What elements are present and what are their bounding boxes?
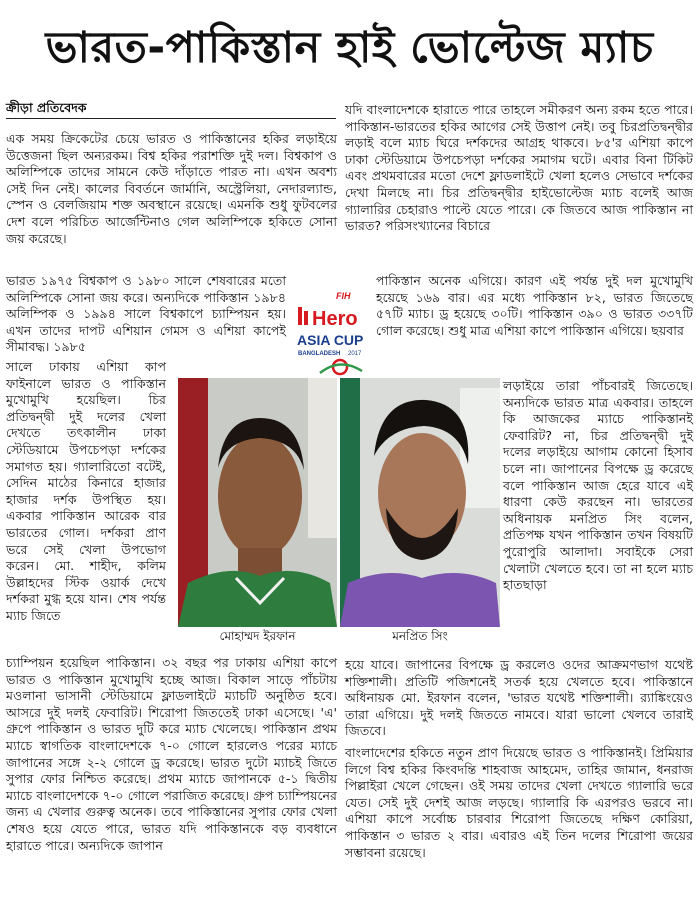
right-paragraph-3: বাংলাদেশের হকিতে নতুন প্রাণ দিয়েছে ভারত ও পাকিস্তানই। প্রিমিয়ার লিগে বিশ্ব হকির কিংবদন্তি শাহবাজ আহমেদ, তাহির জামান, ধনরাজ পিল্লাইরা খেলে গেছেন। ওই সময় তাদের খেলা দেখতে গ্যালারি ভরে যেত। সেই দুই দেশই আজ লড়ছে। গ্যালারি কি এরপরও ভরবে না। এশিয়া কাপে সর্বোচ্চ চারবার শিরোপা জিতেছে দক্ষিণ কোরিয়া, পাকিস্তান ৩ ভারত ২ বার। এবারও এই তিন দলের শিরোপা জয়ের সম্ভাবনা রয়েছে। [345, 745, 693, 860]
caption-left: মোহাম্মদ ইরফান [219, 629, 296, 643]
hero-bar-mark-2 [304, 311, 308, 325]
asia-cup-logo [296, 287, 368, 377]
logo-swoosh-icon [320, 364, 362, 373]
photo-mohammad-irfan [178, 378, 337, 627]
fih-mark: FIH [336, 291, 351, 301]
right-paragraph-2c: হয়ে যাবে। জাপানের বিপক্ষে ড্র করলেও ওদের আক্রমণভাগ যথেষ্ট শক্তিশালী। প্রতিটি পজিশনেই সতর্ক হয়ে খেলতে হবে। পাকিস্তানে অধিনায়ক মো. ইরফান বলেন, 'ভারত যথেষ্ট শক্তিশালী। র‌্যাঙ্কিংয়েও তারা এগিয়ে। দুই দলই জিততে নামবে। যারা ভালো খেলবে তারাই জিতবে। [345, 657, 693, 739]
logo-ring-icon [333, 360, 347, 374]
hero-bar-mark [298, 307, 302, 325]
asia-cup-logo-graphic [296, 287, 368, 377]
left-paragraph-2a: ভারত ১৯৭৫ বিশ্বকাপ ও ১৯৮০ সালে শেষবারের মতো অলিম্পিকে সোনা জয় করে। অন্যদিকে পাকিস্তান ১৯৮৪ অলিম্পিক ও ১৯৯৪ সালে বিশ্বকাপে চ্যাম্পিয়ন হয়। এখন তাদের দাপট এশিয়ান গেমস ও এশিয়া কাপেই সীমাবদ্ধ। ১৯৮৫ [6, 273, 286, 355]
byline-rule [6, 118, 336, 119]
left-paragraph-1: এক সময় ক্রিকেটের চেয়ে ভারত ও পাকিস্তানের হকির লড়াইয়ে উত্তেজনা ছিল অন্যরকম। বিশ্ব হকির পরাশক্তি দুই দল। বিশ্বকাপ ও অলিম্পিকে তাদের সামনে কেউ দাঁড়াতে পারত না। এখন অবশ্য সেই দিন নেই। কালের বিবর্তনে জার্মানি, অস্ট্রেলিয়া, নেদারল্যান্ড, স্পেন ও বেলজিয়াম শক্ত অবস্থানে রয়েছে। এমনকি শুধু ফুটবলের দেশ বলে পরিচিত আর্জেন্টিনাও গেল অলিম্পিকে হকিতে সোনা জয় করেছে। [6, 131, 337, 246]
right-paragraph-2b: লড়াইয়ে তারা পাঁচবারই জিতেছে। অন্যদিকে ভারত মাত্র একবার। তাহলে কি আজকের ম্যাচে পাকিস্তানই ফেবারিট? না, চির প্রতিদ্বন্দ্বী দুই দলের লড়াইয়ে আগাম কোনো হিসাব চলে না। জাপানের বিপক্ষে ড্র করেছে বলে পাকিস্তান আজ হেরে যাবে এই ধারণা কেউ করছেন না। ভারতের অধিনায়ক মনপ্রিত সিং বলেন, প্রতিপক্ষ যখন পাকিস্তান তখন বিষয়টি পুরোপুরি আলাদা। সবাইকে সেরা খেলাটা খেলতে হবে। তা না হলে ম্যাচ হাতছাড়া [503, 378, 693, 593]
photo-manpreet-singh [340, 378, 500, 627]
left-paragraph-2b: সালে ঢাকায় এশিয়া কাপ ফাইনালে ভারত ও পাকিস্তান মুখোমুখি হয়েছিল। চির প্রতিদ্বন্দ্বী দুই দলের খেলা দেখতে তৎকালীন ঢাকা স্টেডিয়ামে উপচেপড়া দর্শকের সমাগত হয়। গ্যালারিতো বটেই, সেদিন মাঠের কিনারে হাজার হাজার দর্শক উপস্থিত হয়। একবার পাকিস্তান আরেক বার ভারতের গোল। দর্শকরা প্রাণ ভরে সেই খেলা উপভোগ করেন। মো. শাহীদ, কলিম উল্লাহদের স্টিক ওয়ার্ক দেখে দর্শকরা মুগ্ধ হয়ে যান। শেষ পর্যন্ত ম্যাচ জিতে [6, 359, 166, 623]
year-text: 2017 [348, 351, 362, 357]
player-portrait-icon [178, 378, 337, 627]
right-paragraph-2a: পাকিস্তান অনেক এগিয়ে। কারণ এই পর্যন্ত দুই দল মুখোমুখি হয়েছে ১৬৯ বার। এর মধ্যে পাকিস্তান ৮২, ভারত জিতেছে ৫৭টি ম্যাচ। ড্র হয়েছে ৩০টি। পাকিস্তান ৩৯০ ও ভারত ৩৩৭টি গোল করেছে। শুধু মাত্র এশিয়া কাপে পাকিস্তান এগিয়ে। ছয়বার [376, 273, 693, 338]
asia-cup-text: ASIA CUP [297, 332, 364, 348]
right-paragraph-1: যদি বাংলাদেশকে হারাতে পারে তাহলে সমীকরণ অন্য রকম হতে পারে। পাকিস্তান-ভারতের হকির আগের সেই উত্তাপ নেই। তবু চিরপ্রতিদ্বন্দ্বীর লড়াই বলে ম্যাচ ঘিরে দর্শকদের আগ্রহ থাকবে। ৮৫'র এশিয়া কাপে ঢাকা স্টেডিয়ামে উপচেপড়া দর্শকের সমাগম ঘটে। এবার বিনা টিকিট এবং প্রথমবারের মতো দেশে ফ্লাডলাইটে খেলা হলেও সেভাবে দর্শকের দেখা মিলছে না। চির প্রতিদ্বন্দ্বীর হাইভোল্টেজ ম্যাচ বলেই আজ গ্যালারির চেহারাও পাল্টে যেতে পারে। কে জিতবে আজ পাকিস্তান না ভারত? পরিসংখ্যানের বিচারে [345, 102, 693, 234]
player-portrait-icon-2 [340, 378, 500, 627]
left-paragraph-2c: চ্যাম্পিয়ন হয়েছিল পাকিস্তান। ৩২ বছর পর ঢাকায় এশিয়া কাপে ভারত ও পাকিস্তান মুখোমুখি হচ্ছে আজ। বিকাল সাড়ে পাঁচটায় মওলানা ভাসানী স্টেডিয়ামে ফ্লাডলাইটে ম্যাচটি অনুষ্ঠিত হবে। আসরে দুই দলই ফেবারিট। শিরোপা জিততেই ঢাকা এসেছে। 'এ' গ্রুপে পাকিস্তান ও ভারত দুটি করে ম্যাচ খেলেছে। পাকিস্তান প্রথম ম্যাচে স্বাগতিক বাংলাদেশকে ৭-০ গোলে হারলেও পরের ম্যাচে জাপানের সঙ্গে ২-২ গোলে ড্র করেছে। ভারত দুটো ম্যাচই জিতে সুপার ফোর নিশ্চিত করেছে। প্রথম ম্যাচে জাপানকে ৫-১ দ্বিতীয় ম্যাচে বাংলাদেশকে ৭-০ গোলে পরাজিত করেছে। গ্রুপ চ্যাম্পিয়নের জন্য এ খেলার গুরুত্ব অনেক। তবে পাকিস্তানের সুপার ফোর খেলা শেষও হয়ে যেতে পারে, ভারত যদি পাকিস্তানকে বড় ব্যবধানে হারাতে পারে। অন্যদিকে জাপান [6, 655, 337, 853]
bangladesh-text: BANGLADESH [298, 351, 341, 357]
byline: ক্রীড়া প্রতিবেদক [6, 100, 87, 115]
hero-brand: Hero [312, 308, 358, 330]
headline: ভারত-পাকিস্তান হাই ভোল্টেজ ম্যাচ [45, 22, 654, 73]
caption-right: মনপ্রিত সিং [392, 629, 448, 643]
